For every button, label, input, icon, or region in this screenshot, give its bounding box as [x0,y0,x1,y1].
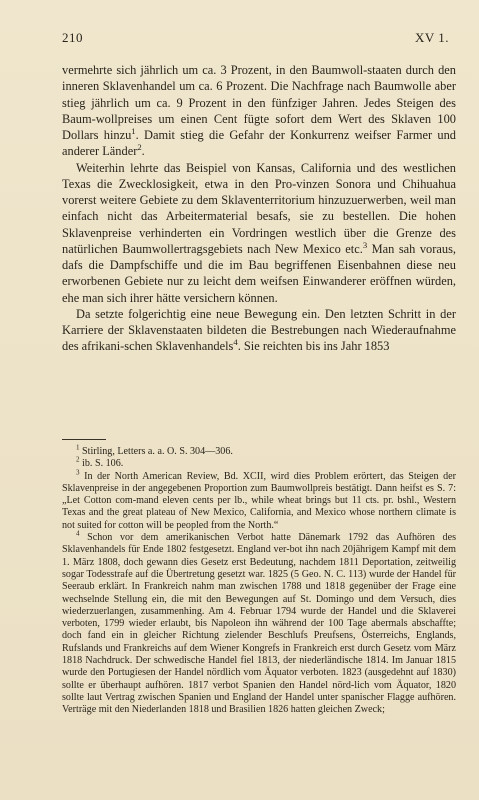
footnote-ref: 3 [362,239,368,250]
paragraph: vermehrte sich jährlich um ca. 3 Prozent, in den Baumwoll-staaten durch den inneren Sklavenhandel um ca. 6 Prozent. Die Nachfrage nach Baumwolle aber stieg jährlich um ca. 9 Prozent in den fünfziger Jahren. Jedes Steigen des Baum-wollpreises um einen Cent fügte sofort dem Wert des Sklaven 100 Dollars hinzu$^1$. Damit stieg die Gefahr der Konkurrenz weifser Farmer und anderer Länder$^2$. [62,63,456,159]
footnote-ref: 4 [233,337,238,348]
running-header [62,30,449,48]
paragraph: Weiterhin lehrte das Beispiel von Kansas, California und des westlichen Texas die Zwecklosigkeit, etwa in den Pro-vinzen Sonora und Chihuahua vorerst weitere Gebiete zu dem Sklaventerritorium hinzuzuerwerben, weil man einfach nicht das Arbeitermaterial besafs, sie zu bestellen. Die hohen Sklavenpreise verhinderten ein Vordringen westlich über die Grenze des natürlichen Baumwollertragsgebiets nach New Mexico etc.$^3$ Man sah voraus, dafs die Dampfschiffe und die im Bau begriffenen Eisenbahnen diese neu erworbenen Gebiete nur zu leicht dem weifsen Einwanderer eröffnen würden, ehe man sich ihrer hätte versichern können. [62,160,456,305]
footnote-divider [62,439,106,440]
footnote: $^4$ Schon vor dem amerikanischen Verbot hatte Dänemark 1792 das Aufhören des Sklavenhandels für Ende 1802 festgesetzt. England ver-bot ihn nach 20jährigem Kampf mit dem 1. März 1808, doch gewann dies Gesetz erst Bedeutung, nachdem 1811 Deportation, zeitweilig sogar Todesstrafe auf die Übertretung gesetzt war. 1825 (5 Geo. N. C. 113) wurde der Handel für Seeraub erklärt. In Frankreich nahm man zwischen 1788 und 1818 gegenüber der Frage eine wechselnde Stellung ein, die mit den Bewegungen auf St. Domingo und dem Versuch, dies wiederzuerlangen, zusammenhing. Am 4. Februar 1794 wurde der Handel und die Sklaverei verboten, 1799 wieder erlaubt, bis Napoleon ihn während der 100 Tage abermals abschaffte; doch fand ein in gleicher Richtung zielender Beschlufs Preufsens, Österreichs, Englands, Rufslands und Frankreichs auf dem Wiener Kongrefs in Frankreich erst durch Gesetz vom März 1818 Nachdruck. Der schwedische Handel fiel 1813, der niederländische 1814. Im Januar 1815 wurde den Portugiesen der Handel nördlich vom Äquator verboten. 1823 (ausgedehnt auf 1830) sollte er überhaupt aufhören. 1817 verbot Spanien den Handel nörd-lich vom Äquator, 1820 sollte laut Vertrag zwischen Spanien und England der Handel unter spanischer Flagge aufhören. Verträge mit den Niederlanden 1818 und Brasilien 1826 hatten gleichen Zweck; [62,529,456,716]
footnote: $^1$ Stirling, Letters a. a. O. S. 304—306. [76,443,233,457]
footnote-ref: 1 [131,125,136,136]
page-number: 210 [62,30,83,45]
paragraph: Da setzte folgerichtig eine neue Bewegung ein. Den letzten Schritt in der Karriere der Sklavenstaaten bildeten die Bestrebungen nach Wiederaufnahme des afrikani-schen Sklavenhandels$^4$. Sie reichten bis ins Jahr 1853 [62,306,456,354]
footnote: $^3$ In der North American Review, Bd. XCII, wird dies Problem erörtert, das Steigen der Sklavenpreise in der angegebenen Proportion zum Baumwollpreis bestätigt. Dann heifst es S. 7: „Let Cotton com-mand eleven cents per lb., while wheat brings but 11 cts. pr. bshl., Western Texas and the great plateau of New Mexico, California, and Mexico whose northern climate is not suited for cotton will be peopled from the North.“ [62,468,456,531]
footnote: $^2$ ib. S. 106. [76,455,124,470]
main-text [62,62,456,355]
chapter-marker: XV 1. [414,30,449,45]
footnotes [62,443,456,717]
footnote-ref: 2 [137,142,142,153]
